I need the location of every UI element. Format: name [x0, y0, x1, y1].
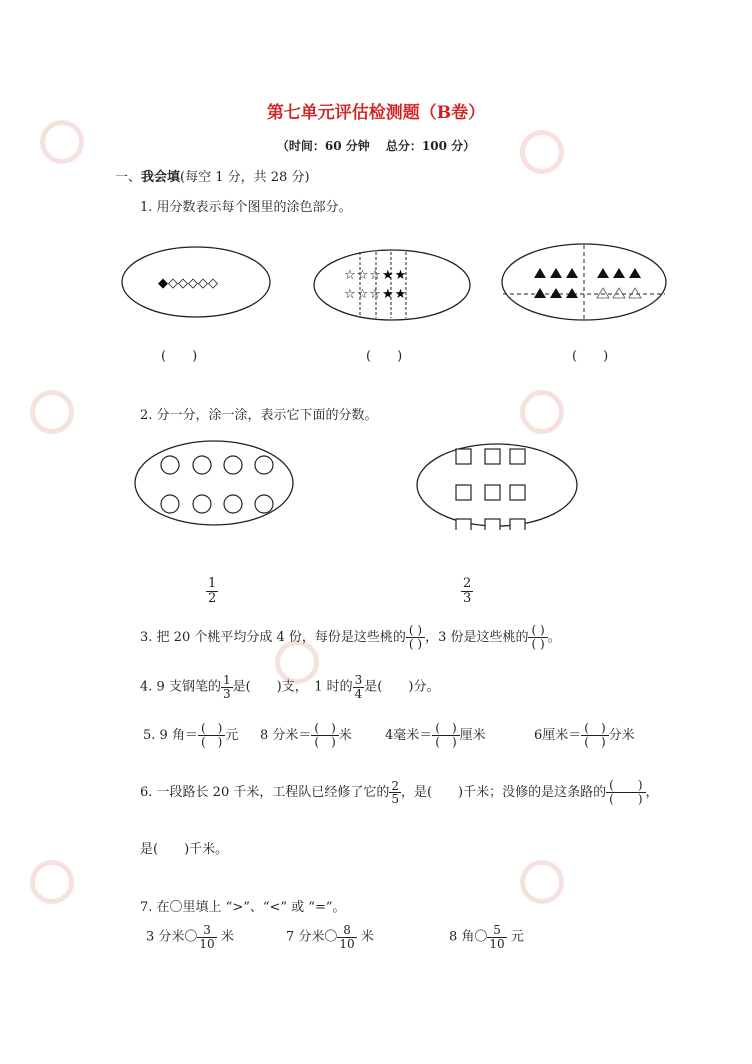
q1-fig2-stars-row2: ☆☆☆★★ [344, 287, 408, 302]
q6-text-a: 6. 一段路长 20 千米，工程队已经修了它的 [140, 785, 390, 801]
page-title: 第七单元评估检测题（B卷） [266, 103, 486, 123]
q7-compare-circle[interactable]: 7 分米〇 [286, 929, 338, 945]
page-subtitle: （时间：60 分钟 总分：100 分） [276, 139, 476, 153]
q7-item-2: 7 分米〇 $\frac{8}{10}$ 米 [286, 923, 374, 951]
numerator: 1 [208, 576, 217, 591]
q7-fraction-1: $\frac{3}{10}$ [199, 923, 215, 951]
q2-fraction-1 [206, 577, 218, 605]
q5-blank-3[interactable]: $\frac{( )}{( )}$ [432, 722, 459, 749]
q1-fig2-stars-row1: ☆☆☆★★ [344, 268, 408, 283]
q7-item-3: 8 角〇 $\frac{5}{10}$ 元 [449, 923, 524, 951]
q4-text-a: 4. 9 支钢笔的 [140, 679, 221, 695]
q3-blank-2[interactable]: $\frac{( )}{( )}$ [528, 624, 547, 651]
denominator: 3 [463, 590, 472, 606]
q6-blank[interactable]: $\frac{( )}{( )}$ [606, 779, 645, 806]
q5-blank-4[interactable]: $\frac{( )}{( )}$ [581, 722, 608, 749]
watermark [520, 390, 570, 434]
q3-blank-1[interactable]: $\frac{( )}{( )}$ [406, 624, 425, 651]
q3-text-c: 。 [547, 630, 561, 646]
section-heading [115, 166, 310, 185]
q7-fraction-3: $\frac{5}{10}$ [489, 923, 505, 951]
q2-figures [130, 440, 590, 530]
q1-fig2-ellipse [314, 250, 470, 320]
q2-fig1-circles [161, 456, 273, 513]
watermark [30, 390, 80, 434]
q4-fraction-2: $\frac{3}{4}$ [354, 673, 363, 701]
q1-fig3-hollow-triangles [597, 288, 641, 298]
q5-blank-1[interactable]: $\frac{( )}{( )}$ [198, 722, 225, 749]
q7-compare-circle[interactable]: 8 角〇 [449, 929, 488, 945]
q1-answer-1[interactable]: ( ) [161, 349, 198, 364]
q5-item-2: 8 分米＝ $\frac{( )}{( )}$ 米 [260, 721, 352, 750]
q5-blank-2[interactable]: $\frac{( )}{( )}$ [311, 722, 338, 749]
q6-line-2: 是( )千米。 [140, 842, 229, 857]
q2-fraction-2 [461, 577, 473, 605]
q5-item-4: 6厘米＝ $\frac{( )}{( )}$ 分米 [534, 721, 635, 750]
denominator: 2 [208, 590, 217, 606]
q4-text-c: 是( )分。 [364, 679, 440, 695]
q1-figures [110, 235, 710, 330]
section-title: 我会填 [141, 170, 181, 185]
section-number: 一、 [115, 170, 142, 185]
watermark [520, 860, 570, 904]
section-note: (每空 1 分，共 28 分) [180, 170, 310, 185]
watermark [30, 860, 80, 904]
question-4 [140, 674, 439, 700]
question-1-text: 1. 用分数表示每个图里的涂色部分。 [140, 200, 352, 215]
numerator: 2 [463, 576, 472, 591]
q2-fig2-squares [456, 449, 525, 530]
q6-text-c: ， [645, 785, 659, 801]
q7-item-1: 3 分米〇 $\frac{3}{10}$ 米 [146, 923, 234, 951]
q6-fraction: $\frac{2}{5}$ [391, 778, 399, 807]
question-7-text: 7. 在〇里填上 “>”、“<” 或 “=”。 [140, 900, 346, 915]
question-2-text: 2. 分一分，涂一涂，表示它下面的分数。 [140, 408, 378, 423]
q1-fig1-diamonds: ◆◇◇◇◇◇ [158, 276, 218, 291]
q6-text-b: ，是( )千米；没修的是这条路的 [400, 785, 607, 801]
q5-item-3: 4毫米＝ $\frac{( )}{( )}$ 厘米 [385, 721, 486, 750]
q2-fig1-ellipse [135, 441, 293, 525]
q4-fraction-1: $\frac{1}{3}$ [222, 673, 231, 701]
q1-answer-2[interactable]: ( ) [366, 349, 403, 364]
q7-fraction-2: $\frac{8}{10}$ [339, 923, 355, 951]
q4-text-b: 是( )支， 1 时的 [232, 679, 353, 695]
q3-text-b: ，3 份是这些桃的 [425, 630, 529, 646]
q5-item-1: 5. 9 角＝ $\frac{( )}{( )}$ 元 [143, 721, 239, 750]
q7-compare-circle[interactable]: 3 分米〇 [146, 929, 198, 945]
question-3 [140, 624, 561, 651]
q3-text-a: 3. 把 20 个桃平均分成 4 份，每份是这些桃的 [140, 630, 406, 646]
question-6 [140, 779, 659, 806]
q1-answer-3[interactable]: ( ) [572, 349, 609, 364]
